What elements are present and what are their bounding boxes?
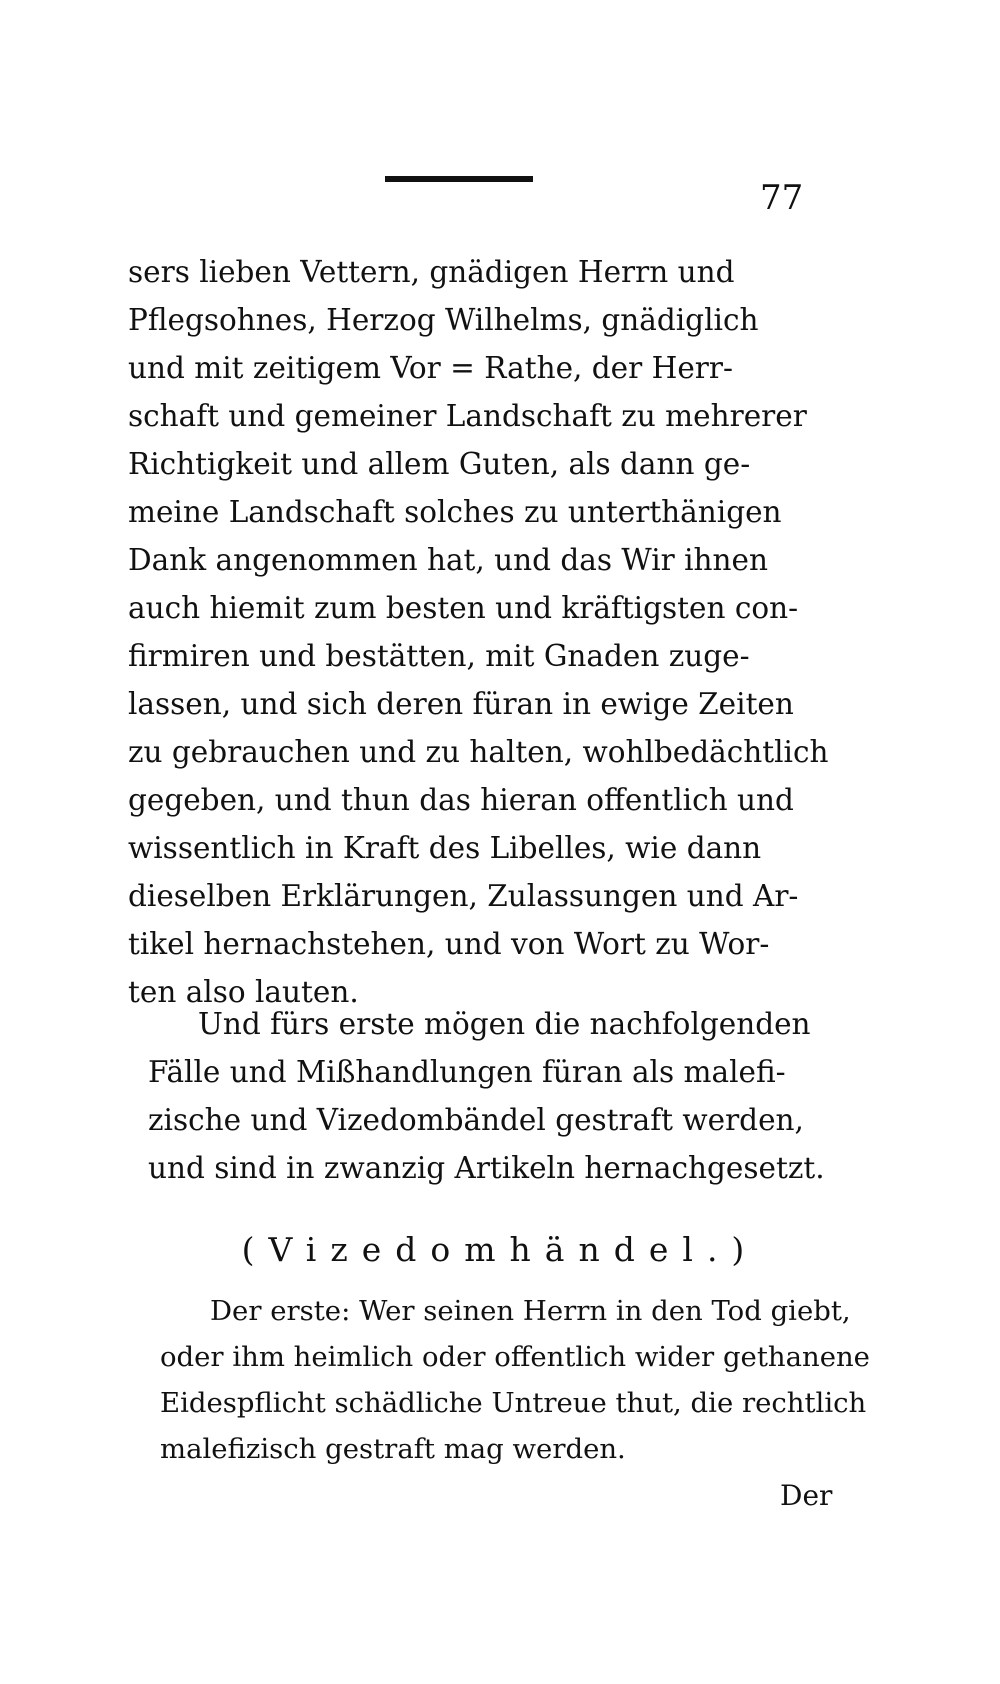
- text-line: Eidespflicht schädliche Untreue thut, die rechtlich: [160, 1387, 867, 1419]
- text-line: und mit zeitigem Vor = Rathe, der Herr-: [128, 351, 733, 385]
- text-line: gegeben, und thun das hieran offentlich und: [128, 783, 794, 817]
- text-line: Der erste: Wer seinen Herrn in den Tod giebt,: [210, 1295, 851, 1327]
- text-line: Und fürs erste mögen die nachfolgenden: [198, 1007, 811, 1041]
- text-line: Dank angenommen hat, und das Wir ihnen: [128, 543, 769, 577]
- header-rule: [385, 176, 533, 182]
- text-line: oder ihm heimlich oder offentlich wider gethanene: [160, 1341, 870, 1373]
- intro-paragraph: [148, 1000, 848, 1192]
- text-line: dieselben Erklärungen, Zulassungen und Ar-: [128, 879, 799, 913]
- catchword: Der: [780, 1479, 833, 1512]
- text-line: sers lieben Vettern, gnädigen Herrn und: [128, 255, 735, 289]
- text-line: meine Landschaft solches zu unterthänigen: [128, 495, 782, 529]
- text-line: lassen, und sich deren füran in ewige Zeiten: [128, 687, 794, 721]
- body-paragraph: [128, 248, 848, 1016]
- text-line: firmiren und bestätten, mit Gnaden zuge-: [128, 639, 750, 673]
- article-paragraph: [160, 1288, 870, 1472]
- text-line: ten also lauten.: [128, 975, 359, 1009]
- text-line: wissentlich in Kraft des Libelles, wie dann: [128, 831, 762, 865]
- section-heading: (Vizedomhändel.): [241, 1230, 759, 1269]
- text-line: tikel hernachstehen, und von Wort zu Wor-: [128, 927, 770, 961]
- text-line: auch hiemit zum besten und kräftigsten con-: [128, 591, 799, 625]
- text-line: und sind in zwanzig Artikeln hernachgesetzt.: [148, 1151, 825, 1185]
- text-line: Richtigkeit und allem Guten, als dann ge-: [128, 447, 751, 481]
- text-line: schaft und gemeiner Landschaft zu mehrerer: [128, 399, 807, 433]
- text-line: zische und Vizedombändel gestraft werden,: [148, 1103, 804, 1137]
- text-line: malefizisch gestraft mag werden.: [160, 1433, 626, 1465]
- page-number: 77: [760, 178, 804, 218]
- text-line: Pflegsohnes, Herzog Wilhelms, gnädiglich: [128, 303, 759, 337]
- text-line: Fälle und Mißhandlungen füran als malefi-: [148, 1055, 786, 1089]
- text-line: zu gebrauchen und zu halten, wohlbedächtlich: [128, 735, 829, 769]
